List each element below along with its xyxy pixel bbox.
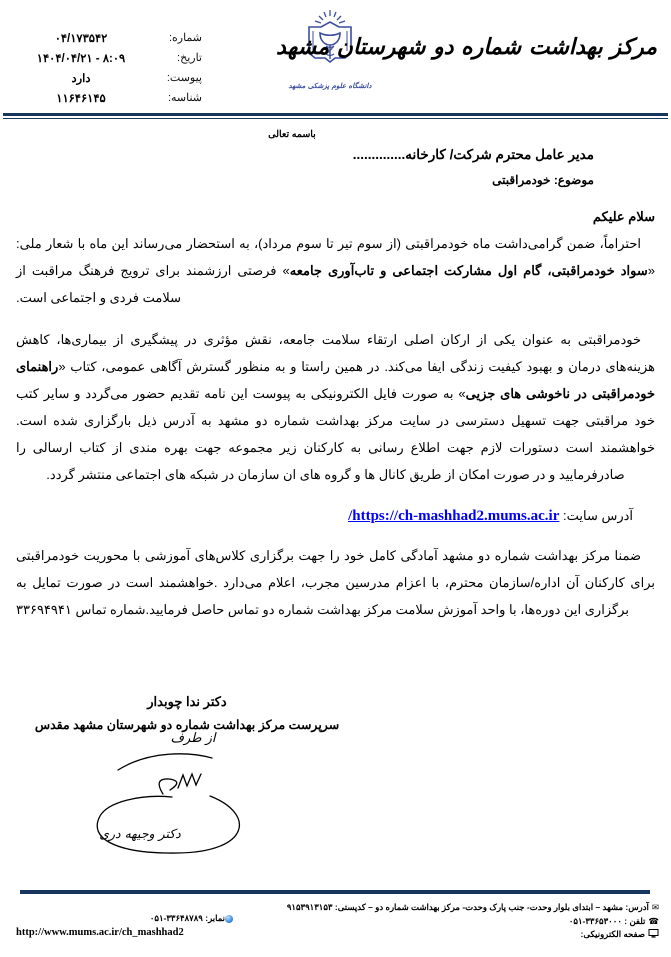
subject-line: موضوع: خودمراقبتی (492, 173, 594, 187)
signatory-title: سرپرست مرکز بهداشت شماره دو شهرستان مشهد مقدس (34, 718, 340, 732)
site-url-link[interactable]: /https://ch-mashhad2.mums.ac.ir (348, 508, 560, 524)
logo-caption: دانشگاه علوم پزشکی مشهد (288, 81, 372, 90)
paragraph-1-text: احتراماً، ضمن گرامی‌داشت ماه خودمراقبتی (از سوم تیر تا سوم مرداد)، به استحضار می‌رساند این ماه با شعار ملی: «سواد خودمراقبتی، گام اول مشارکت اجتماعی و تاب‌آوری جامعه» فرصتی ارزشمند برای ترویج فرهنگ مراقبت از سلامت فردی و اجتماعی است. (16, 236, 655, 305)
paragraph-3 (16, 542, 655, 623)
field-id-label: شناسه: (167, 92, 202, 104)
field-date-label: تاریخ: (177, 52, 202, 64)
salutation: سلام علیکم (592, 209, 655, 224)
fax-globe-icon (225, 915, 233, 923)
site-address-label: آدرس سایت: (562, 508, 633, 523)
paragraph-1 (16, 230, 655, 311)
phone-icon: ☎ (648, 915, 659, 926)
site-address-line (16, 502, 655, 530)
footer-phone-number: ۰۵۱-۳۳۶۵۳۰۰۰ (568, 915, 622, 926)
signature-block (22, 694, 352, 861)
envelope-icon: ✉ (651, 902, 659, 912)
footer-phone-label: تلفن : (621, 915, 646, 926)
paragraph-2-text: خودمراقبتی به عنوان یکی از ارکان اصلی ارتقاء سلامت جامعه، نقش مؤثری در پیشگیری از بیماری‌ها، کاهش هزینه‌های درمان و بهبود کیفیت زندگی ایفا می‌کند. در همین راستا و به منظور گسترش آگاهی عمومی، کتاب «راهنمای خودمراقبتی در ناخوشی های جزیی» به صورت فایل الکترونیکی به پیوست این نامه تقدیم حضور می‌گردد و سایر کتب خود مراقبتی جهت تسهیل دسترسی در سایت مرکز بهداشت شماره دو مشهد به آدرس ذیل بارگزاری شده است. خواهشمند است دستورات لازم جهت اطلاع رسانی به کارکنان زیر مجموعه جهت بهره مندی از کتاب ارسالی را صادرفرمایید و در صورت امکان از طریق کانال ها و گروه های ان سازمان در شبکه های اجتماعی منتشر گردد. (16, 332, 655, 482)
footer-epage-line (287, 928, 659, 942)
letter-body (16, 203, 655, 623)
footer-rule (20, 890, 650, 894)
paragraph-2 (16, 326, 655, 488)
field-attachment-label: پیوست: (166, 72, 202, 84)
footer-fax-line (16, 912, 236, 925)
field-date-value: ۱۴۰۴/۰۴/۲۱ - ۸:۰۹ (36, 53, 126, 65)
recipient-line: مدیر عامل محترم شرکت/ کارخانه.............. (352, 147, 594, 162)
footer-phone-line (287, 915, 659, 929)
footer-fax-label: نمابر: (202, 913, 225, 923)
footer-fax-number: ۰۵۱-۳۳۶۴۸۷۸۹ (149, 913, 203, 923)
footer-address-line (287, 901, 659, 915)
field-id-value: ۱۱۶۴۶۱۴۵ (56, 93, 106, 105)
footer-epage-label: صفحه الکترونیکی: (580, 929, 645, 939)
on-behalf-label: از طرف (169, 731, 216, 746)
handwritten-signature (60, 726, 275, 856)
header-fields (22, 31, 202, 111)
footer-address: آدرس: مشهد – ابتدای بلوار وحدت- جنب پارک وحدت- مرکز بهداشت شماره دو – کدپستی: ۹۱۵۳۹۱۳۱۵۳ (286, 902, 649, 912)
footer-website-url: http://www.mums.ac.ir/ch_mashhad2 (16, 927, 184, 938)
signer-name: دکتر وجیهه دری (98, 826, 181, 841)
org-title: مرکز بهداشت شماره دو شهرستان مشهد (276, 34, 657, 60)
recipient-block (353, 147, 594, 187)
computer-icon (648, 929, 659, 938)
besmele: باسمه تعالی (268, 129, 316, 140)
paragraph-3-text: ضمنا مرکز بهداشت شماره دو مشهد آمادگی کامل خود را جهت برگزاری کلاس‌های آموزشی با محوریت خودمراقبتی برای کارکنان آن اداره/سازمان محترم، با اعزام مدرسین مجرب، اعلام می‌دارد .خواهشمند است در صورت تمایل به برگزاری این دوره‌ها، با واحد آموزش سلامت مرکز بهداشت شماره دو تماس حاصل فرمایید.شماره تماس ۳۳۶۹۴۹۴۱ (16, 548, 655, 617)
signatory-name: دکتر ندا چوبدار (147, 694, 227, 709)
header-rule (3, 113, 668, 119)
footer-contact-block (287, 901, 659, 942)
field-attachment-value: دارد (71, 73, 91, 85)
footer-web-block (16, 912, 236, 940)
field-number-value: ۰۴/۱۷۳۵۴۲ (54, 33, 108, 45)
field-number-label: شماره: (168, 32, 202, 44)
